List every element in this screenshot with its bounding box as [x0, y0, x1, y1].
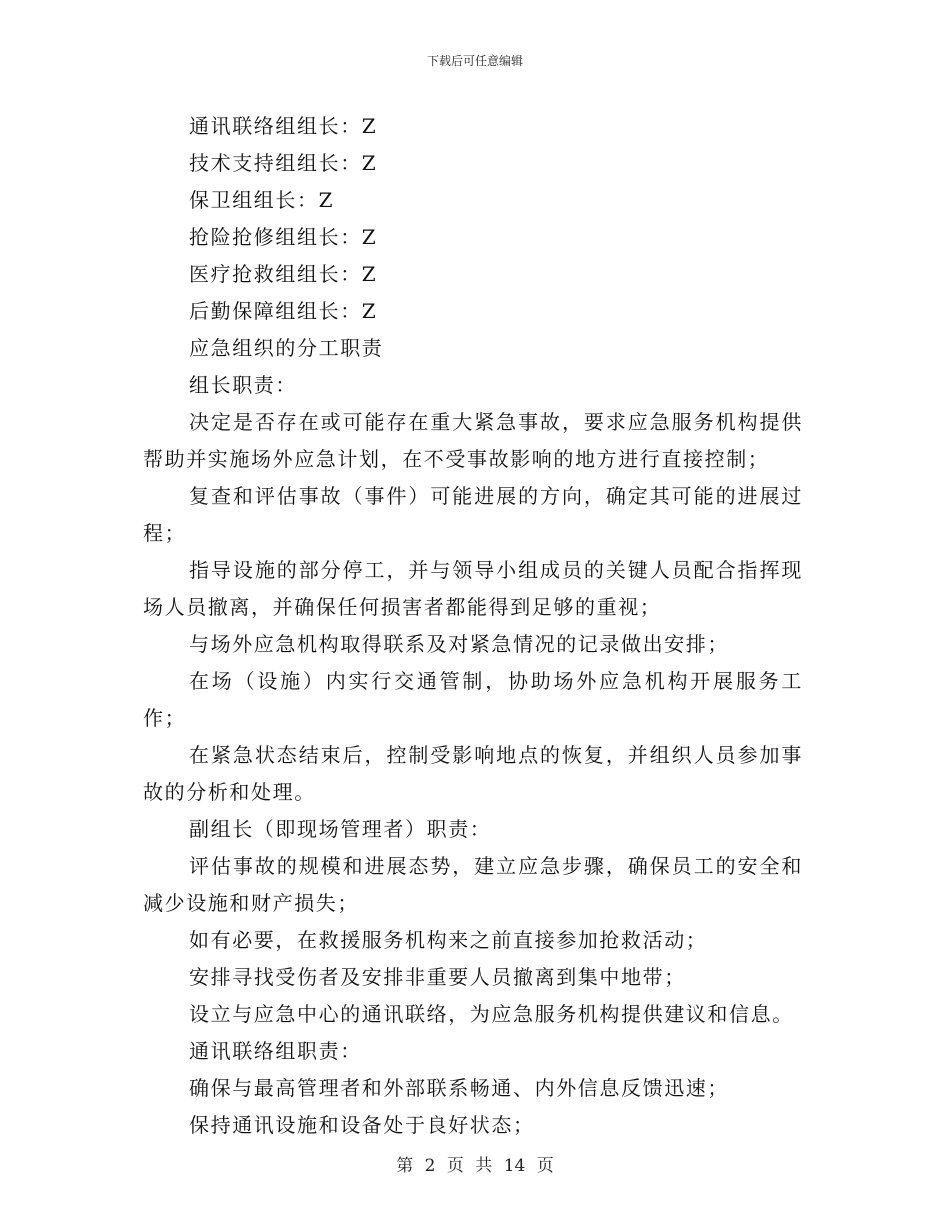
paragraph: 安排寻找受伤者及安排非重要人员撤离到集中地带；: [189, 965, 686, 989]
paragraph: 保卫组组长：Z: [189, 188, 335, 212]
page-header-note: 下载后可任意编辑: [426, 54, 523, 68]
paragraph: 技术支持组组长：Z: [189, 151, 378, 175]
paragraph: 如有必要，在救援服务机构来之前直接参加抢救活动；: [189, 928, 708, 952]
paragraph: 在场（设施）内实行交通管制，协助场外应急机构开展服务工作；: [143, 669, 803, 730]
page-number: 第 2 页 共 14 页: [396, 1156, 554, 1176]
paragraph: 确保与最高管理者和外部联系畅通、内外信息反馈迅速；: [189, 1076, 729, 1100]
paragraph: 决定是否存在或可能存在重大紧急事故，要求应急服务机构提供帮助并实施场外应急计划，在不受事故影响的地方进行直接控制；: [143, 410, 803, 471]
paragraph: 后勤保障组组长：Z: [189, 299, 378, 323]
paragraph: 指导设施的部分停工，并与领导小组成员的关键人员配合指挥现场人员撤离，并确保任何损害者都能得到足够的重视；: [143, 558, 803, 619]
paragraph: 与场外应急机构取得联系及对紧急情况的记录做出安排；: [189, 632, 729, 656]
paragraph: 在紧急状态结束后，控制受影响地点的恢复，并组织人员参加事故的分析和处理。: [143, 743, 803, 804]
paragraph: 通讯联络组组长：Z: [189, 114, 378, 138]
section-heading: 副组长（即现场管理者）职责：: [189, 817, 492, 841]
section-heading: 组长职责：: [189, 373, 297, 397]
paragraph: 复查和评估事故（事件）可能进展的方向，确定其可能的进展过程；: [143, 484, 803, 545]
paragraph: 医疗抢救组组长：Z: [189, 262, 378, 286]
paragraph: 保持通讯设施和设备处于良好状态；: [189, 1113, 535, 1137]
section-heading: 应急组织的分工职责: [189, 336, 384, 360]
paragraph: 设立与应急中心的通讯联络，为应急服务机构提供建议和信息。: [189, 1002, 794, 1026]
paragraph: 评估事故的规模和进展态势，建立应急步骤，确保员工的安全和减少设施和财产损失；: [143, 854, 803, 915]
section-heading: 通讯联络组职责：: [189, 1039, 362, 1063]
document-body: [143, 108, 803, 1144]
paragraph: 抢险抢修组组长：Z: [189, 225, 378, 249]
